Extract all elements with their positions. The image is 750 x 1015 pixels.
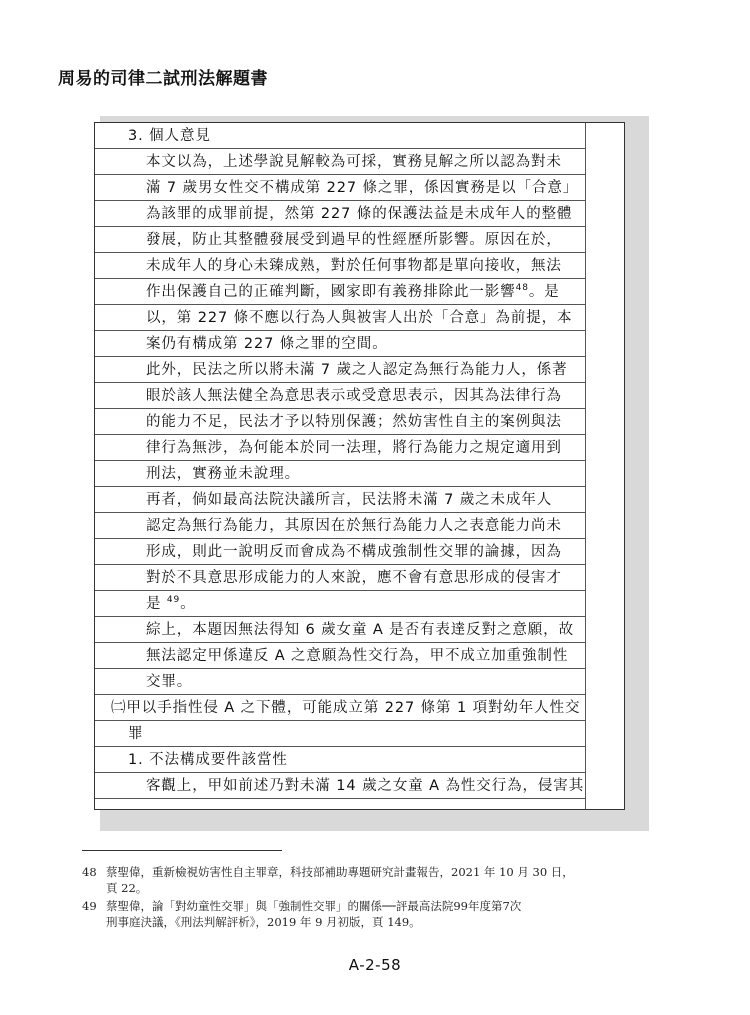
footnote-text: 頁 22。 (106, 881, 148, 895)
text-line: 形成，則此一說明反而會成為不構成強制性交罪的論據，因為 (95, 539, 585, 565)
text-line: 滿 7 歲男女性交不構成第 227 條之罪，係因實務是以「合意」 (95, 175, 585, 201)
answer-text-box (94, 122, 625, 810)
text-line: 綜上，本題因無法得知 6 歲女童 A 是否有表達反對之意願，故 (95, 617, 585, 643)
footnote-text: 蔡聖偉，重新檢視妨害性自主罪章，科技部補助專題研究計畫報告，2021 年 10 月 30 日， (106, 865, 574, 879)
text-line: 此外，民法之所以將未滿 7 歲之人認定為無行為能力人，係著 (95, 357, 585, 383)
text-line: 以，第 227 條不應以行為人與被害人出於「合意」為前提，本 (95, 305, 585, 331)
footnote-text: 蔡聖偉，論「對幼童性交罪」與「強制性交罪」的關係──評最高法院99年度第7次 (106, 899, 522, 913)
text-line: 為該罪的成罪前提，然第 227 條的保護法益是未成年人的整體 (95, 201, 585, 227)
footnote-separator (82, 850, 282, 851)
text-line: 1. 不法構成要件該當性 (95, 747, 585, 773)
text-line: 再者，倘如最高法院決議所言，民法將未滿 7 歲之未成年人 (95, 487, 585, 513)
text-line: 交罪。 (95, 669, 585, 695)
footnote-ref-49[interactable]: 49 (166, 595, 181, 605)
text-line: 未成年人的身心未臻成熟，對於任何事物都是單向接收，無法 (95, 253, 585, 279)
text-line: ㈡甲以手指性侵 A 之下體，可能成立第 227 條第 1 項對幼年人性交 (95, 695, 585, 721)
text-line: 客觀上，甲如前述乃對未滿 14 歲之女童 A 為性交行為，侵害其 (95, 773, 585, 799)
text-line: 發展，防止其整體發展受到過早的性經歷所影響。原因在於， (95, 227, 585, 253)
running-header: 周易的司律二試刑法解題書 (58, 69, 268, 89)
text-line: 是 $^{49}$。 (95, 591, 585, 617)
footnote-number: 48 (82, 865, 97, 879)
footnote-ref-48[interactable]: 48 (515, 283, 529, 293)
footnote-number: 49 (82, 899, 97, 913)
text-line: 律行為無涉，為何能本於同一法理，將行為能力之規定適用到 (95, 435, 585, 461)
footnote-text: 刑事庭決議，《刑法判解評析》，2019 年 9 月初版，頁 149。 (106, 915, 421, 929)
text-line: 本文以為，上述學說見解較為可採，實務見解之所以認為對未 (95, 149, 585, 175)
text-line: 3. 個人意見 (95, 123, 585, 149)
text-line: 案仍有構成第 227 條之罪的空間。 (95, 331, 585, 357)
text-line: 對於不具意思形成能力的人來說，應不會有意思形成的侵害才 (95, 565, 585, 591)
text-line: 眼於該人無法健全為意思表示或受意思表示，因其為法律行為 (95, 383, 585, 409)
text-line: 認定為無行為能力，其原因在於無行為能力人之表意能力尚未 (95, 513, 585, 539)
text-line: 刑法，實務並未說理。 (95, 461, 585, 487)
text-line: 無法認定甲係違反 A 之意願為性交行為，甲不成立加重強制性 (95, 643, 585, 669)
page-number: A-2-58 (348, 956, 402, 974)
text-line: 罪 (95, 721, 585, 747)
text-line: 的能力不足，民法才予以特別保護；然妨害性自主的案例與法 (95, 409, 585, 435)
text-line: 作出保護自己的正確判斷，國家即有義務排除此一影響$^{48}$。是 (95, 279, 585, 305)
